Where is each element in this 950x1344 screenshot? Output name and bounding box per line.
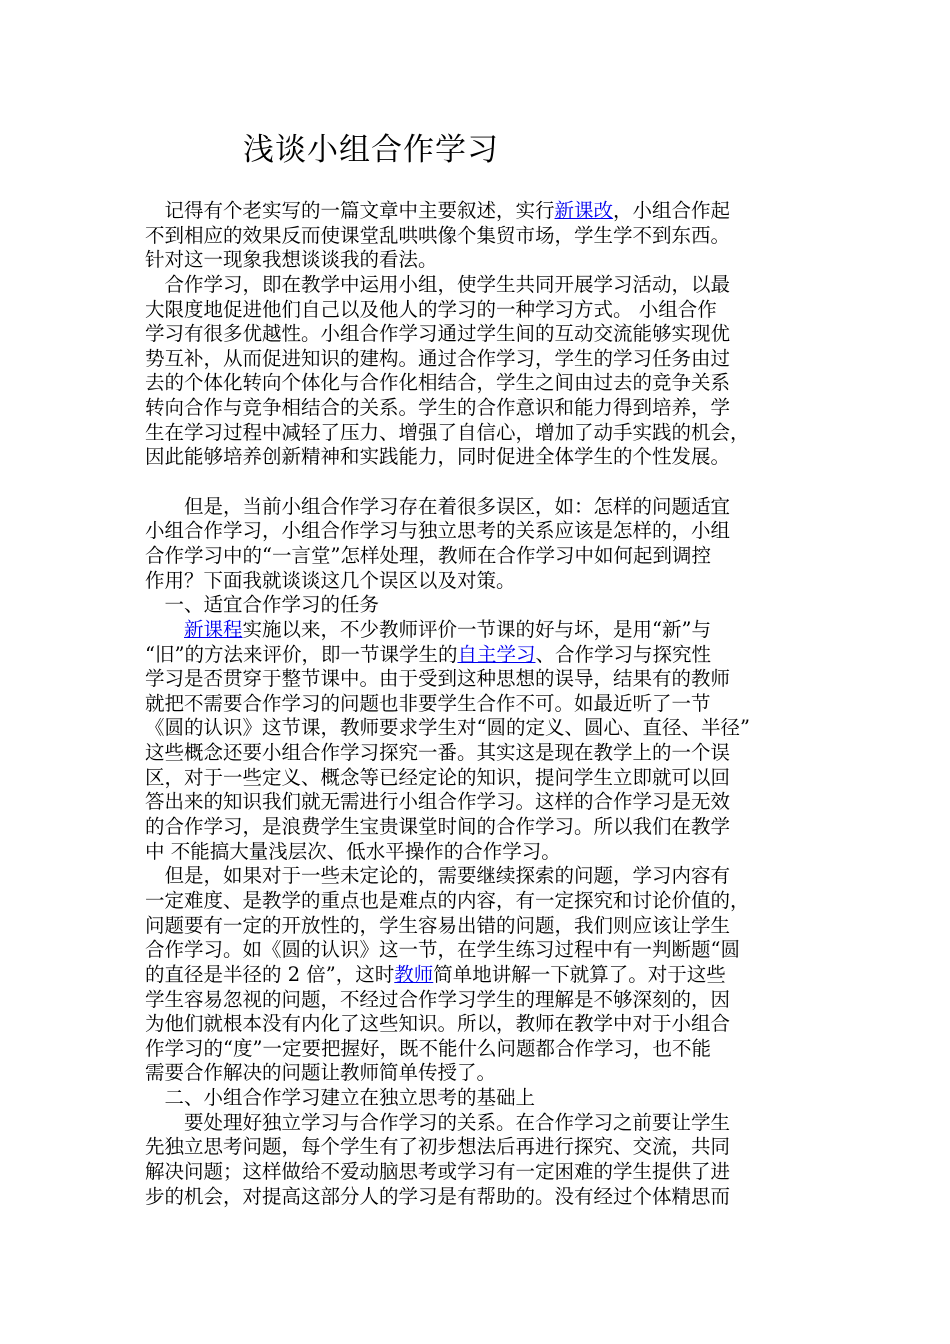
text-segment: 转向合作与竞争相结合的关系。学生的合作意识和能力得到培养，学 (145, 396, 731, 420)
text-segment: 、合作学习与探究性 (535, 642, 711, 666)
text-line (145, 495, 825, 520)
text-segment (145, 618, 184, 641)
text-segment: 记得有个老实写的一篇文章中主要叙述，实行 (145, 199, 555, 222)
text-segment: 去的个体化转向个体化与合作化相结合，学生之间由过去的竞争关系 (145, 371, 731, 395)
text-line (145, 593, 825, 618)
text-line (145, 199, 825, 224)
text-segment: 《圆的认识》这节课，教师要求学生对“圆的定义、圆心、直径、半径” (145, 716, 750, 740)
text-line (145, 1185, 825, 1210)
text-line (145, 938, 825, 963)
text-segment: 大限度地促进他们自己以及他人的学习的一种学习方式。 小组合作 (145, 297, 717, 321)
inline-link[interactable]: 新课改 (554, 199, 614, 222)
text-segment: 答出来的知识我们就无需进行小组合作学习。这样的合作学习是无效 (145, 790, 731, 814)
text-segment: 要处理好独立学习与合作学习的关系。在合作学习之前要让学生 (145, 1110, 731, 1134)
inline-link[interactable]: 新课程 (184, 617, 243, 641)
text-segment: 作学习的“度”一定要把握好，既不能什么问题都合作学习，也不能 (145, 1036, 711, 1060)
text-segment: 势互补，从而促进知识的建构。通过合作学习，学生的学习任务由过 (145, 346, 731, 370)
text-line (145, 569, 825, 594)
text-segment: 合作学习，即在教学中运用小组，使学生共同开展学习活动，以最 (145, 272, 731, 296)
text-segment: 学习有很多优越性。小组合作学习通过学生间的互动交流能够实现优 (145, 322, 731, 346)
text-segment: 一定难度、是教学的重点也是难点的内容，有一定探究和讨论价值的， (145, 888, 750, 912)
text-segment: 解决问题；这样做给不爱动脑思考或学习有一定困难的学生提供了进 (145, 1159, 731, 1183)
text-segment: 中 不能搞大量浅层次、低水平操作的合作学习。 (145, 839, 561, 863)
text-line (145, 1135, 825, 1160)
text-segment: 的合作学习，是浪费学生宝贵课堂时间的合作学习。所以我们在教学 (145, 815, 731, 839)
text-segment: 小组合作学习，小组合作学习与独立思考的关系应该是怎样的，小组 (145, 519, 731, 543)
text-line (145, 864, 825, 889)
text-line (145, 889, 825, 914)
text-segment: 一、适宜合作学习的任务 (145, 593, 380, 617)
text-segment: “旧”的方法来评价，即一节课学生的 (145, 642, 458, 666)
text-segment: 二、小组合作学习建立在独立思考的基础上 (145, 1086, 536, 1110)
text-segment: 需要合作解决的问题让教师简单传授了。 (145, 1061, 497, 1085)
document-title: 浅谈小组合作学习 (243, 132, 499, 168)
text-segment: 先独立思考问题，每个学生有了初步想法后再进行探究、交流，共同 (145, 1135, 731, 1159)
text-line (145, 1037, 825, 1062)
text-line (145, 692, 825, 717)
text-line (145, 396, 825, 421)
text-segment: 的直径是半径的 2 倍”，这时 (145, 962, 395, 986)
text-segment: 为他们就根本没有内化了这些知识。所以，教师在教学中对于小组合 (145, 1012, 731, 1036)
text-segment: 针对这一现象我想谈谈我的看法。 (145, 248, 438, 272)
text-line (145, 914, 825, 939)
text-line (145, 347, 825, 372)
text-segment: 区，对于一些定义、概念等已经定论的知识，提问学生立即就可以回 (145, 765, 731, 789)
text-segment: 但是，如果对于一些未定论的，需要继续探索的问题，学习内容有 (145, 864, 731, 888)
text-segment: 合作学习。如《圆的认识》这一节，在学生练习过程中有一判断题“圆 (145, 938, 740, 962)
text-segment: 合作学习中的“一言堂”怎样处理，教师在合作学习中如何起到调控 (145, 543, 711, 567)
text-segment: 问题要有一定的开放性的，学生容易出错的问题，我们则应该让学生 (145, 913, 731, 937)
text-line (145, 322, 825, 347)
text-line (145, 470, 825, 495)
text-line (145, 421, 825, 446)
text-line (145, 618, 825, 643)
text-line (145, 1160, 825, 1185)
text-line (145, 1086, 825, 1111)
text-line (145, 716, 825, 741)
inline-link[interactable]: 自主学习 (457, 642, 536, 666)
text-segment: 就把不需要合作学习的问题也非要学生合作不可。如最近听了一节 (145, 691, 711, 715)
text-segment: 学习是否贯穿于整节课中。由于受到这种思想的误导，结果有的教师 (145, 667, 731, 691)
text-line (145, 1012, 825, 1037)
text-line (145, 445, 825, 470)
text-line (145, 544, 825, 569)
text-line (145, 790, 825, 815)
text-segment: 实施以来，不少教师评价一节课的好与坏，是用“新”与 (242, 617, 711, 641)
text-segment: 但是，当前小组合作学习存在着很多误区，如：怎样的问题适宜 (145, 494, 731, 518)
text-line (145, 248, 825, 273)
text-segment: 因此能够培养创新精神和实践能力，同时促进全体学生的个性发展。 (145, 445, 731, 469)
text-line (145, 643, 825, 668)
text-line (145, 840, 825, 865)
text-line (145, 273, 825, 298)
text-line (145, 741, 825, 766)
text-line (145, 667, 825, 692)
text-segment: 学生容易忽视的问题，不经过合作学习学生的理解是不够深刻的，因 (145, 987, 731, 1011)
text-segment: 这些概念还要小组合作学习探究一番。其实这是现在教学上的一个误 (145, 741, 731, 765)
text-line (145, 1111, 825, 1136)
text-line (145, 371, 825, 396)
text-segment: 生在学习过程中减轻了压力、增强了自信心，增加了动手实践的机会， (145, 420, 750, 444)
text-segment: ，小组合作起 (613, 199, 731, 222)
document-body (145, 199, 825, 1209)
text-line (145, 815, 825, 840)
text-line (145, 519, 825, 544)
text-segment: 不到相应的效果反而使课堂乱哄哄像个集贸市场，学生学不到东西。 (145, 223, 731, 247)
inline-link[interactable]: 教师 (394, 962, 434, 986)
text-line (145, 298, 825, 323)
text-line (145, 224, 825, 249)
text-line (145, 963, 825, 988)
text-line (145, 766, 825, 791)
text-line (145, 1061, 825, 1086)
text-segment: 作用？下面我就谈谈这几个误区以及对策。 (145, 568, 516, 592)
text-segment: 步的机会，对提高这部分人的学习是有帮助的。没有经过个体精思而 (145, 1184, 731, 1208)
text-segment: 简单地讲解一下就算了。对于这些 (433, 962, 726, 986)
text-line (145, 988, 825, 1013)
